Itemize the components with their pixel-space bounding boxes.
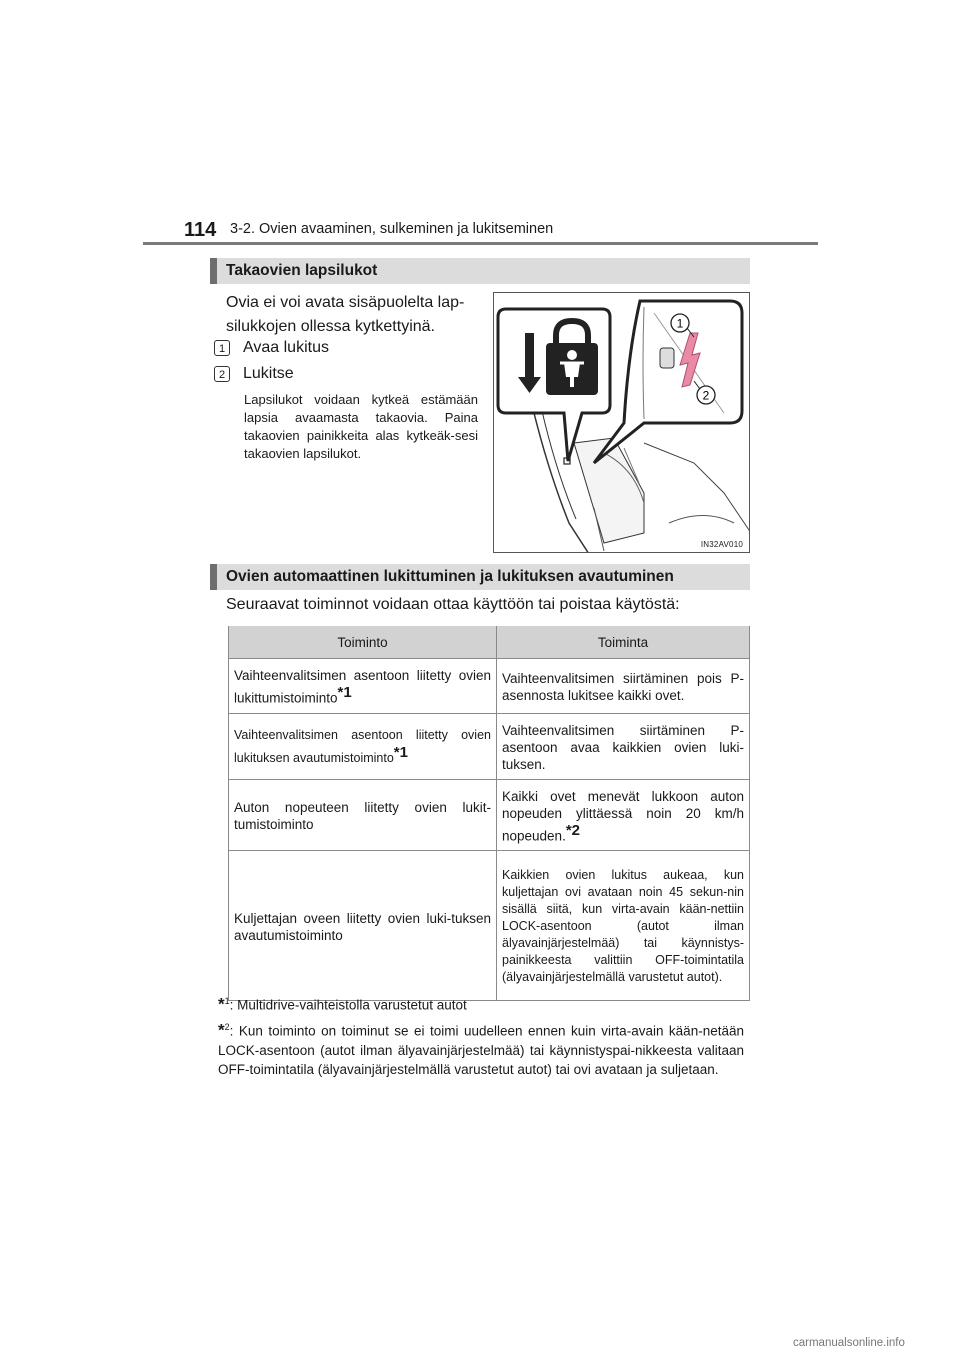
table-row [229, 659, 750, 714]
step-label: Lukitse [243, 365, 294, 382]
footnote-mark: * [218, 994, 225, 1014]
step-label: Avaa lukitus [243, 339, 329, 356]
footnote-text: : Kun toiminto on toiminut se ei toimi uudelleen ennen kuin virta-avain kään-netään LOCK-asentoon (autot ilman älyavainjärjestelmää) tai käynnistyspai-nikkeesta valitaan OFF-toimintatila (älyavainjärjestelmällä varustetut autot) tai ovi avataan ja suljetaan. [218, 1023, 744, 1077]
function-cell: Vaihteenvalitsimen asentoon liitetty ovien lukituksen avautumistoiminto$^{*1}$ [229, 713, 497, 779]
action-cell: Kaikki ovet menevät lukkoon auton nopeuden ylittäessä noin 20 km/h nopeuden.$^{*2}$ [497, 779, 750, 851]
callout-label-1: 1 [676, 316, 684, 331]
footnote-text: : Multidrive-vaihteistolla varustetut autot [229, 997, 467, 1013]
action-cell: Vaihteenvalitsimen siirtäminen P-asentoon avaa kaikkien ovien luki-tuksen. [497, 713, 750, 779]
watermark: carmanualsonline.info [793, 1337, 905, 1349]
footnote-2 [218, 1018, 744, 1079]
step-badge: 2 [214, 366, 230, 382]
section-heading-child-locks: Takaovien lapsilukot [210, 258, 750, 284]
footnote-num: 1 [224, 996, 230, 1006]
function-table [228, 626, 750, 1001]
table-row [229, 779, 750, 851]
section-heading-auto-lock: Ovien automaattinen lukittuminen ja lukituksen avautuminen [210, 564, 750, 590]
table-row [229, 713, 750, 779]
footnote-ref: *1 [337, 684, 352, 701]
column-header-function: Toiminto [229, 626, 497, 659]
function-cell: Vaihteenvalitsimen asentoon liitetty ovien lukittumistoiminto$^{*1}$ [229, 659, 497, 714]
table-header-row [229, 626, 750, 659]
footnote-ref: *1 [393, 743, 408, 761]
page-number: 114 [184, 219, 217, 241]
action-cell: Vaihteenvalitsimen siirtäminen pois P-asennosta lukitsee kaikki ovet. [497, 659, 750, 714]
action-cell: Kaikkien ovien lukitus aukeaa, kun kuljettajan ovi avataan noin 45 sekun-nin sisällä siitä, kun virta-avain kään-nettiin LOCK-asentoon (autot ilman älyavainjärjestelmää) tai käynnistys-painikkeesta valittiin OFF-toimintatila (älyavainjärjestelmällä varustetut autot). [497, 851, 750, 1001]
footnote-ref: *2 [565, 821, 581, 839]
callout-label-2: 2 [702, 388, 710, 403]
door-illustration-svg [494, 293, 750, 553]
column-header-action: Toiminta [497, 626, 750, 659]
child-lock-illustration [493, 292, 750, 553]
header-rule [143, 242, 818, 245]
figure-code: IN32AV010 [700, 540, 743, 549]
footnote-num: 2 [224, 1022, 230, 1032]
function-cell: Auton nopeuteen liitetty ovien lukit-tumistoiminto [229, 779, 497, 851]
child-lock-intro: Ovia ei voi avata sisäpuolelta lap-silukkojen ollessa kytkettyinä. [226, 294, 465, 335]
list-item-lock [214, 363, 294, 385]
table-row [229, 851, 750, 1001]
child-lock-note: Lapsilukot voidaan kytkeä estämään lapsia avaamasta takaovia. Paina takaovien painikkeita alas kytkeäk-sesi takaovien lapsilukot. [244, 392, 478, 461]
step-badge: 1 [214, 340, 230, 356]
footnote-mark: * [218, 1020, 225, 1040]
running-header-title: 3-2. Ovien avaaminen, sulkeminen ja lukitseminen [230, 221, 554, 237]
function-cell: Kuljettajan oveen liitetty ovien luki-tuksen avautumistoiminto [229, 851, 497, 1001]
footnote-1 [218, 992, 467, 1015]
table-lead-text: Seuraavat toiminnot voidaan ottaa käyttöön tai poistaa käytöstä: [226, 596, 680, 613]
list-item-unlock [214, 337, 329, 359]
